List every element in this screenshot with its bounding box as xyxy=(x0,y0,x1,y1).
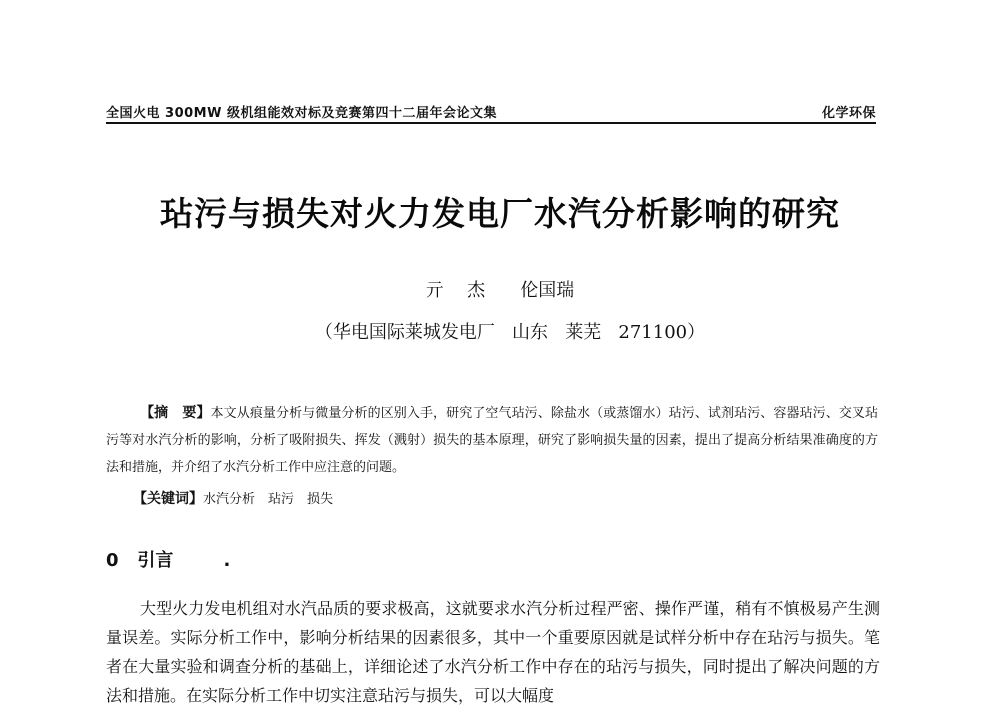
keywords xyxy=(133,488,873,511)
paper-title: 玷污与损失对火力发电厂水汽分析影响的研究 xyxy=(160,194,840,233)
abstract-label: 【摘 要】 xyxy=(140,405,211,421)
running-header xyxy=(106,100,876,124)
section-heading xyxy=(106,546,230,572)
author-affiliation: （华电国际莱城发电厂 山东 莱芜 271100） xyxy=(314,322,706,343)
section-stray-mark: . xyxy=(223,550,231,571)
abstract-text: 本文从痕量分析与微量分析的区别入手，研究了空气玷污、除盐水（或蒸馏水）玷污、试剂玷污、容器玷污、交叉玷污等对水汽分析的影响，分析了吸附损失、挥发（溅射）损失的基本原理，研究了影响损失量的因素，提出了提高分析结果准确度的方法和措施，并介绍了水汽分析工作中应注意的问题。 xyxy=(106,406,878,475)
keywords-label: 【关键词】 xyxy=(133,491,203,507)
header-proceedings-title: 全国火电 300MW 级机组能效对标及竞赛第四十二届年会论文集 xyxy=(106,106,497,121)
section-number: 0 xyxy=(106,550,119,571)
abstract xyxy=(106,400,878,481)
keywords-text: 水汽分析 玷污 损失 xyxy=(203,492,334,507)
header-section-name: 化学环保 xyxy=(821,106,876,121)
section-title: 引言 xyxy=(137,550,174,571)
intro-paragraph: 大型火力发电机组对水汽品质的要求极高，这就要求水汽分析过程严密、操作严谨，稍有不慎极易产生测量误差。实际分析工作中，影响分析结果的因素很多，其中一个重要原因就是试样分析中存在玷污与损失。笔者在大量实验和调查分析的基础上，详细论述了水汽分析工作中存在的玷污与损失，同时提出了解决问题的方法和措施。在实际分析工作中切实注意玷污与损失，可以大幅度 xyxy=(106,599,880,705)
paper-authors: 亓 杰 伦国瑞 xyxy=(425,280,575,301)
